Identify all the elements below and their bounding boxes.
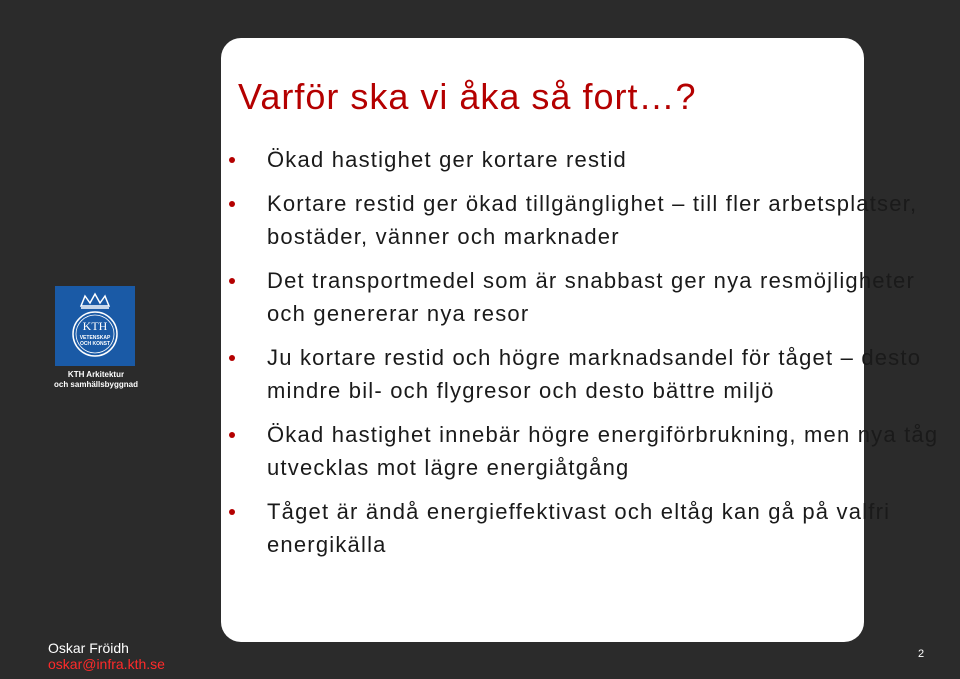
bullet-list xyxy=(229,143,954,572)
bullet-dot-icon xyxy=(229,432,235,438)
kth-logo xyxy=(55,286,135,366)
logo-caption-line: och samhällsbyggnad xyxy=(53,380,139,389)
bullet-dot-icon xyxy=(229,201,235,207)
bullet-text: Ju kortare restid och högre marknadsandel för tåget – desto mindre bil- och flygresor och desto bättre miljö xyxy=(267,345,922,403)
bullet-item xyxy=(229,418,954,484)
footer-author: Oskar Fröidh xyxy=(48,640,129,656)
bullet-dot-icon xyxy=(229,509,235,515)
bullet-item xyxy=(229,495,954,561)
bullet-item xyxy=(229,143,954,176)
logo-caption xyxy=(48,370,144,390)
bullet-dot-icon xyxy=(229,278,235,284)
bullet-dot-icon xyxy=(229,157,235,163)
bullet-text: Kortare restid ger ökad tillgänglighet – till fler arbetsplatser, bostäder, vänner och marknader xyxy=(267,191,918,249)
footer-email-link[interactable]: oskar@infra.kth.se xyxy=(48,656,165,672)
logo-seal-text: KTH xyxy=(82,319,108,333)
page-number: 2 xyxy=(918,648,925,660)
bullet-item xyxy=(229,341,954,407)
logo-seal-subtext: OCH KONST xyxy=(80,341,110,347)
bullet-text: Ökad hastighet innebär högre energiförbrukning, men nya tåg utvecklas mot lägre energiåtgång xyxy=(267,422,939,480)
slide-title: Varför ska vi åka så fort…? xyxy=(238,76,697,117)
logo-caption-line: KTH Arkitektur xyxy=(67,370,125,379)
kth-crown-seal-icon xyxy=(55,286,135,366)
bullet-item xyxy=(229,264,954,330)
bullet-text: Tåget är ändå energieffektivast och eltåg kan gå på valfri energikälla xyxy=(267,499,891,557)
logo-seal-subtext: VETENSKAP xyxy=(79,335,111,341)
bullet-item xyxy=(229,187,954,253)
bullet-dot-icon xyxy=(229,355,235,361)
bullet-text: Det transportmedel som är snabbast ger nya resmöjligheter och genererar nya resor xyxy=(267,268,916,326)
bullet-text: Ökad hastighet ger kortare restid xyxy=(267,147,627,172)
